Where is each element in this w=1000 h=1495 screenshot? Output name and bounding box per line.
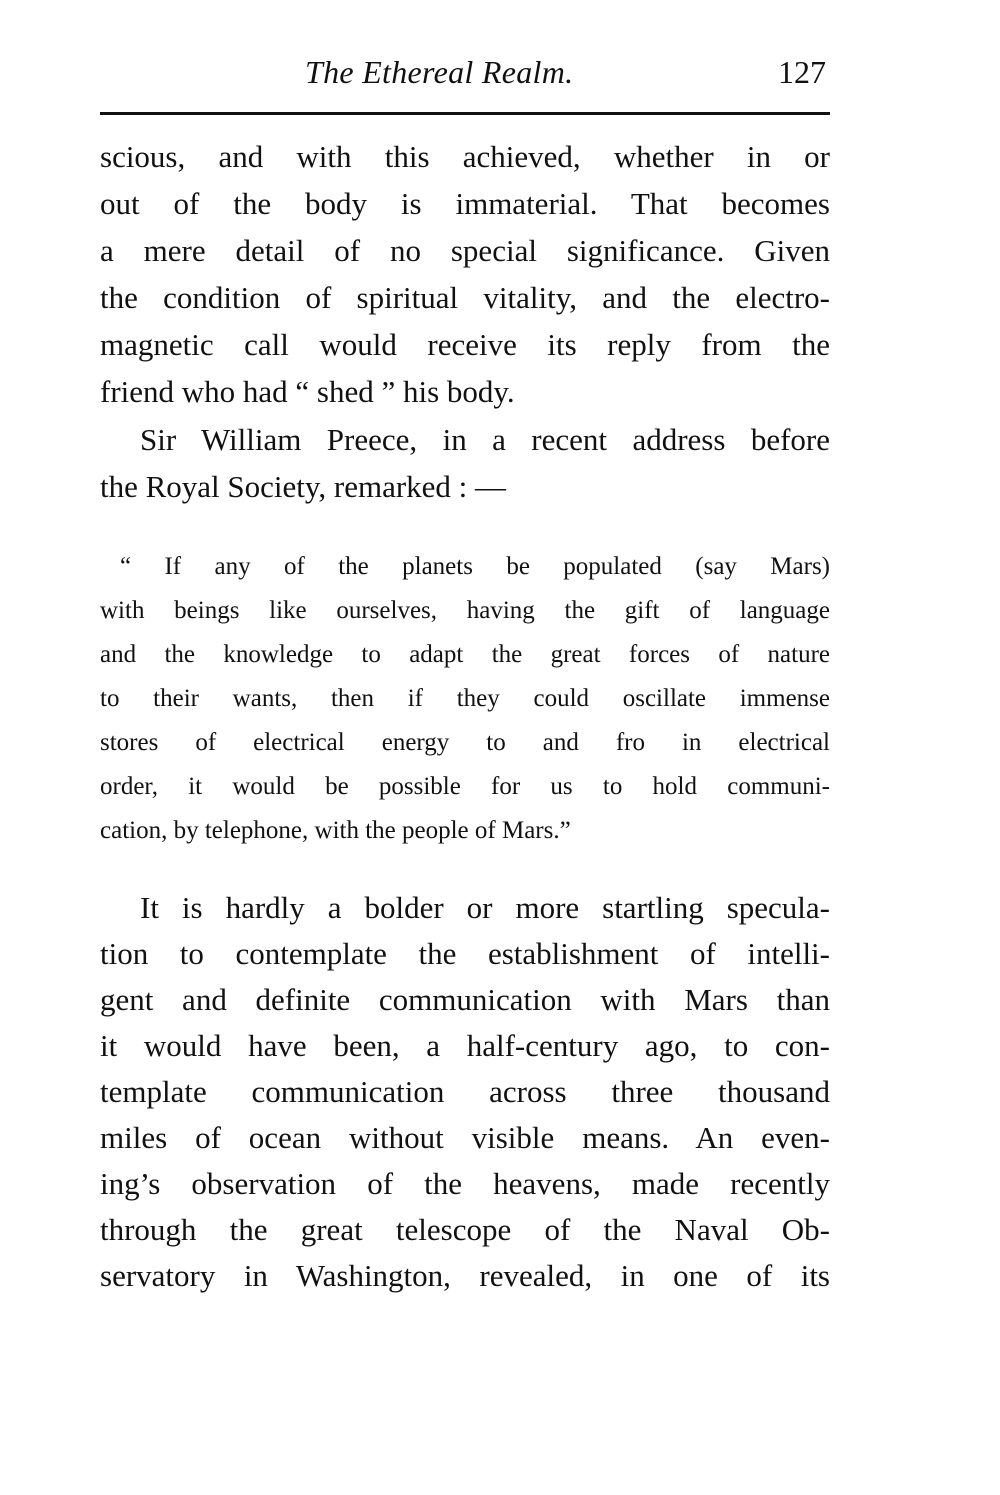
- header-rule: [100, 112, 830, 115]
- paragraph-1-line-1: scious, and with this achieved, whether in or: [100, 139, 830, 174]
- paragraph-3-line-2: tion to contemplate the establishment of intelli-: [100, 936, 830, 971]
- paragraph-3-line-6: miles of ocean without visible means. An even-: [100, 1120, 830, 1155]
- quote-line-1: “ If any of the planets be populated (say Mars): [120, 553, 830, 580]
- quote-line-5: stores of electrical energy to and fro in electrical: [100, 729, 830, 756]
- paragraph-3-line-5: template communication across three thousand: [100, 1074, 830, 1109]
- running-title: The Ethereal Realm.: [305, 54, 574, 90]
- paragraph-1-line-6: friend who had “ shed ” his body.: [100, 374, 515, 409]
- quote-line-6: order, it would be possible for us to hold communi-: [100, 773, 830, 800]
- paragraph-3-line-4: it would have been, a half-century ago, to con-: [100, 1028, 830, 1063]
- paragraph-3-line-3: gent and definite communication with Mars than: [100, 982, 830, 1017]
- quote-line-3: and the knowledge to adapt the great forces of nature: [100, 641, 830, 668]
- running-header: [100, 54, 830, 98]
- paragraph-3-line-1: It is hardly a bolder or more startling specula-: [140, 890, 830, 925]
- page-number: 127: [778, 54, 826, 90]
- quote-line-2: with beings like ourselves, having the gift of language: [100, 597, 830, 624]
- paragraph-1-line-4: the condition of spiritual vitality, and the electro-: [100, 280, 830, 315]
- paragraph-1-line-2: out of the body is immaterial. That becomes: [100, 186, 830, 221]
- paragraph-1-line-3: a mere detail of no special significance. Given: [100, 233, 830, 268]
- quote-line-7: cation, by telephone, with the people of Mars.”: [100, 817, 571, 844]
- quote-line-4: to their wants, then if they could oscillate immense: [100, 685, 830, 712]
- paragraph-3-line-9: servatory in Washington, revealed, in one of its: [100, 1258, 830, 1293]
- paragraph-2-line-1: Sir William Preece, in a recent address before: [140, 422, 830, 457]
- paragraph-3-line-7: ing’s observation of the heavens, made recently: [100, 1166, 830, 1201]
- paragraph-3-line-8: through the great telescope of the Naval Ob-: [100, 1212, 830, 1247]
- paragraph-2-line-2: the Royal Society, remarked : —: [100, 469, 507, 504]
- paragraph-1-line-5: magnetic call would receive its reply from the: [100, 327, 830, 362]
